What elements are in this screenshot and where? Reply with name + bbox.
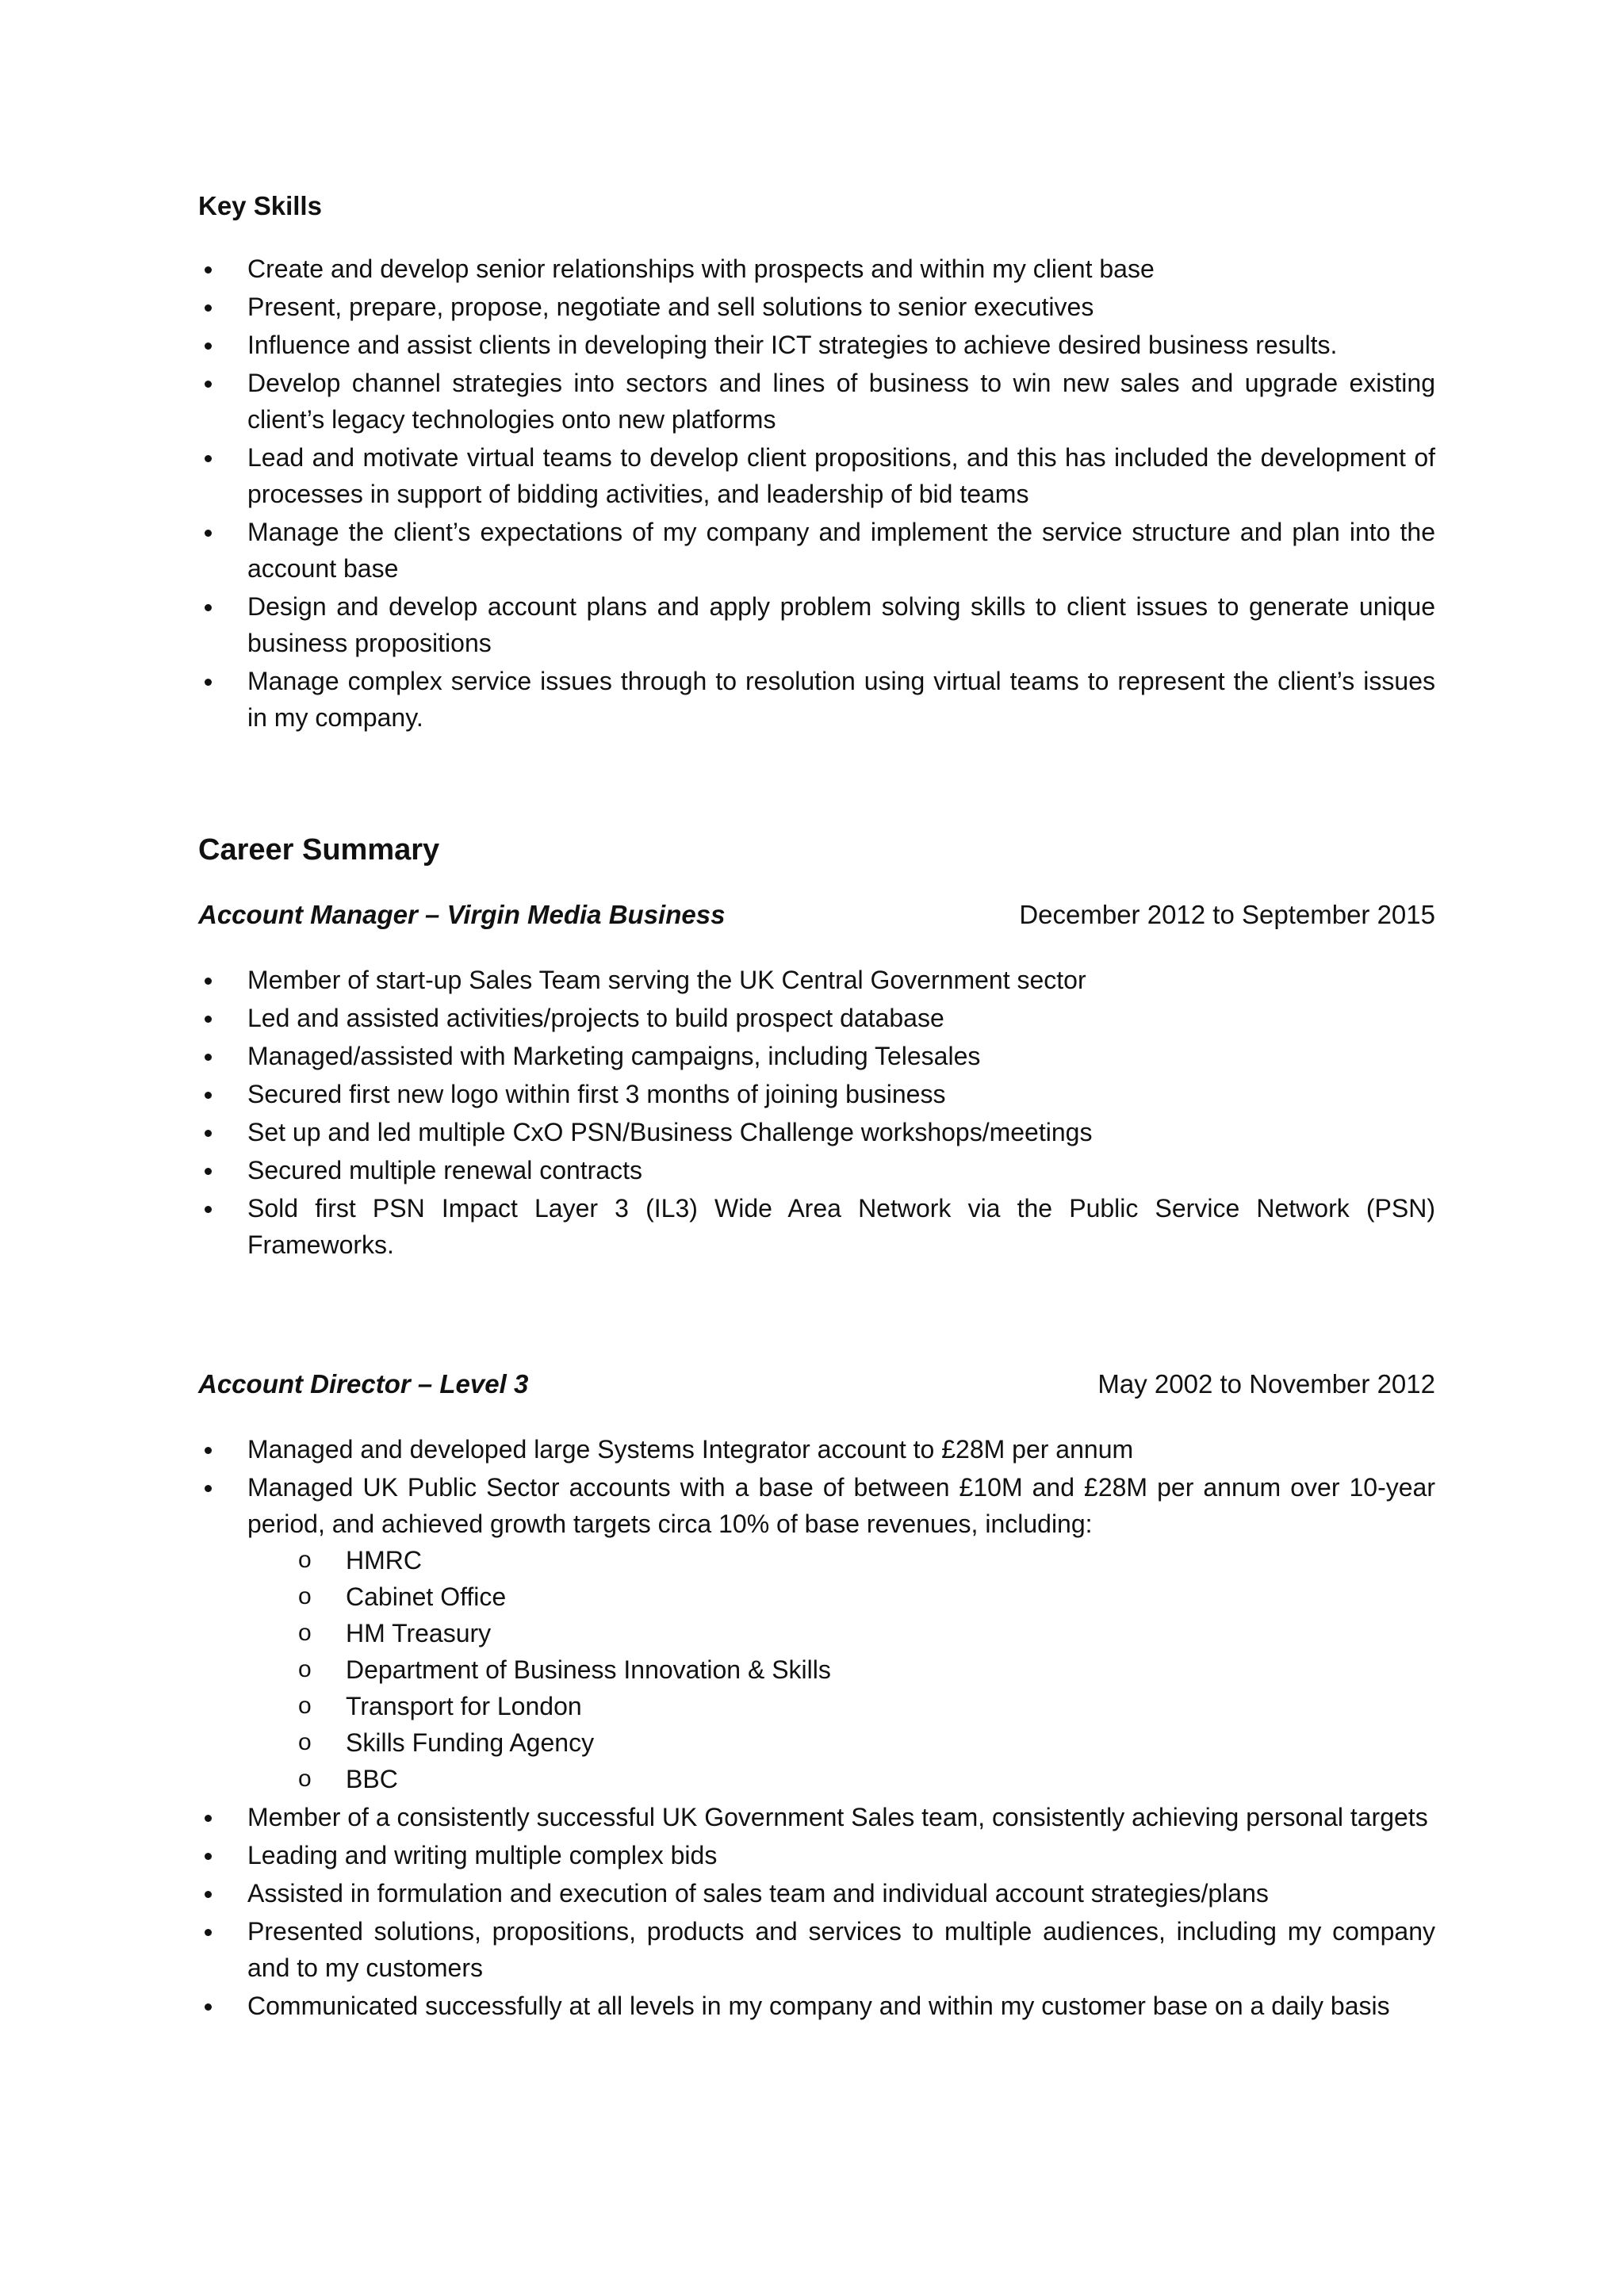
cv-page (198, 190, 1435, 2026)
bullet-icon (205, 1130, 212, 1137)
list-item: Managed UK Public Sector accounts with a base of between £10M and £28M per annum over 10-year period, and achieved growth targets circa 10% of base revenues, including: o HMRC o Cabinet Office o HM Treasury o Department of Business Innovation & Skills o Transport for London o Skills Funding Agency o BBC (198, 1469, 1435, 1797)
sub-bullet-icon: o (298, 1766, 312, 1793)
list-item: Secured multiple renewal contracts (198, 1152, 1435, 1188)
sub-list-item: o Department of Business Innovation & Skills (247, 1651, 1435, 1688)
sub-bullet-icon: o (298, 1693, 312, 1720)
job-title: Account Director – Level 3 (198, 1369, 529, 1399)
list-item: Led and assisted activities/projects to build prospect database (198, 1000, 1435, 1036)
job-title: Account Manager – Virgin Media Business (198, 900, 726, 930)
bullet-icon (205, 2003, 212, 2011)
bullet-icon (205, 1168, 212, 1175)
bullet-icon (205, 1891, 212, 1898)
job-header (198, 1366, 1435, 1402)
bullet-icon (205, 1054, 212, 1061)
job-achievements-list (198, 962, 1435, 1263)
list-item: Communicated successfully at all levels in my company and within my customer base on a daily basis (198, 1988, 1435, 2024)
bullet-icon (205, 1485, 212, 1492)
sub-bullet-icon: o (298, 1729, 312, 1756)
sub-list-item: o Skills Funding Agency (247, 1724, 1435, 1761)
list-item: Influence and assist clients in developing their ICT strategies to achieve desired business results. (198, 327, 1435, 363)
bullet-icon (205, 266, 212, 274)
key-skills-heading: Key Skills (198, 191, 322, 220)
client-sublist (247, 1542, 1435, 1797)
list-item: Develop channel strategies into sectors and lines of business to win new sales and upgrade existing client’s legacy technologies onto new platforms (198, 365, 1435, 438)
job-header (198, 897, 1435, 933)
list-item: Assisted in formulation and execution of sales team and individual account strategies/plans (198, 1875, 1435, 1911)
job-dates: May 2002 to November 2012 (1097, 1369, 1435, 1399)
list-item: Set up and led multiple CxO PSN/Business Challenge workshops/meetings (198, 1114, 1435, 1150)
bullet-icon (205, 604, 212, 611)
list-item: Manage the client’s expectations of my company and implement the service structure and plan into the account base (198, 514, 1435, 587)
list-item: Secured first new logo within first 3 months of joining business (198, 1076, 1435, 1112)
list-item: Create and develop senior relationships with prospects and within my client base (198, 251, 1435, 287)
sub-list-item: o BBC (247, 1761, 1435, 1797)
bullet-icon (205, 1853, 212, 1860)
sub-bullet-icon: o (298, 1583, 312, 1610)
list-item: Manage complex service issues through to resolution using virtual teams to represent the client’s issues in my company. (198, 663, 1435, 736)
bullet-icon (205, 679, 212, 686)
list-item: Member of a consistently successful UK Government Sales team, consistently achieving personal targets (198, 1799, 1435, 1835)
list-item: Lead and motivate virtual teams to develop client propositions, and this has included the development of processes in support of bidding activities, and leadership of bid teams (198, 439, 1435, 512)
career-summary-heading: Career Summary (198, 832, 440, 867)
bullet-icon (205, 1929, 212, 1936)
list-item: Member of start-up Sales Team serving the UK Central Government sector (198, 962, 1435, 998)
sub-bullet-icon: o (298, 1620, 312, 1647)
sub-bullet-icon: o (298, 1547, 312, 1574)
sub-list-item: o Cabinet Office (247, 1578, 1435, 1615)
bullet-icon (205, 1206, 212, 1213)
bullet-icon (205, 530, 212, 537)
list-item: Managed/assisted with Marketing campaigns, including Telesales (198, 1038, 1435, 1074)
bullet-icon (205, 1016, 212, 1023)
sub-bullet-icon: o (298, 1656, 312, 1683)
bullet-icon (205, 1447, 212, 1454)
bullet-icon (205, 455, 212, 462)
job-achievements-list (198, 1431, 1435, 2024)
sub-list-item: o HMRC (247, 1542, 1435, 1578)
list-item: Presented solutions, propositions, products and services to multiple audiences, including my company and to my customers (198, 1913, 1435, 1986)
list-item: Sold first PSN Impact Layer 3 (IL3) Wide Area Network via the Public Service Network (PSN) Frameworks. (198, 1190, 1435, 1263)
sub-list-item: o HM Treasury (247, 1615, 1435, 1651)
bullet-icon (205, 1092, 212, 1099)
list-item: Design and develop account plans and apply problem solving skills to client issues to generate unique business propositions (198, 588, 1435, 661)
bullet-icon (205, 342, 212, 350)
job-dates: December 2012 to September 2015 (1019, 900, 1435, 930)
sub-list-item: o Transport for London (247, 1688, 1435, 1724)
bullet-icon (205, 978, 212, 985)
bullet-icon (205, 304, 212, 312)
key-skills-list (198, 251, 1435, 736)
list-item: Leading and writing multiple complex bids (198, 1837, 1435, 1873)
bullet-icon (205, 381, 212, 388)
list-item: Managed and developed large Systems Integrator account to £28M per annum (198, 1431, 1435, 1468)
bullet-icon (205, 1815, 212, 1822)
list-item: Present, prepare, propose, negotiate and sell solutions to senior executives (198, 289, 1435, 325)
